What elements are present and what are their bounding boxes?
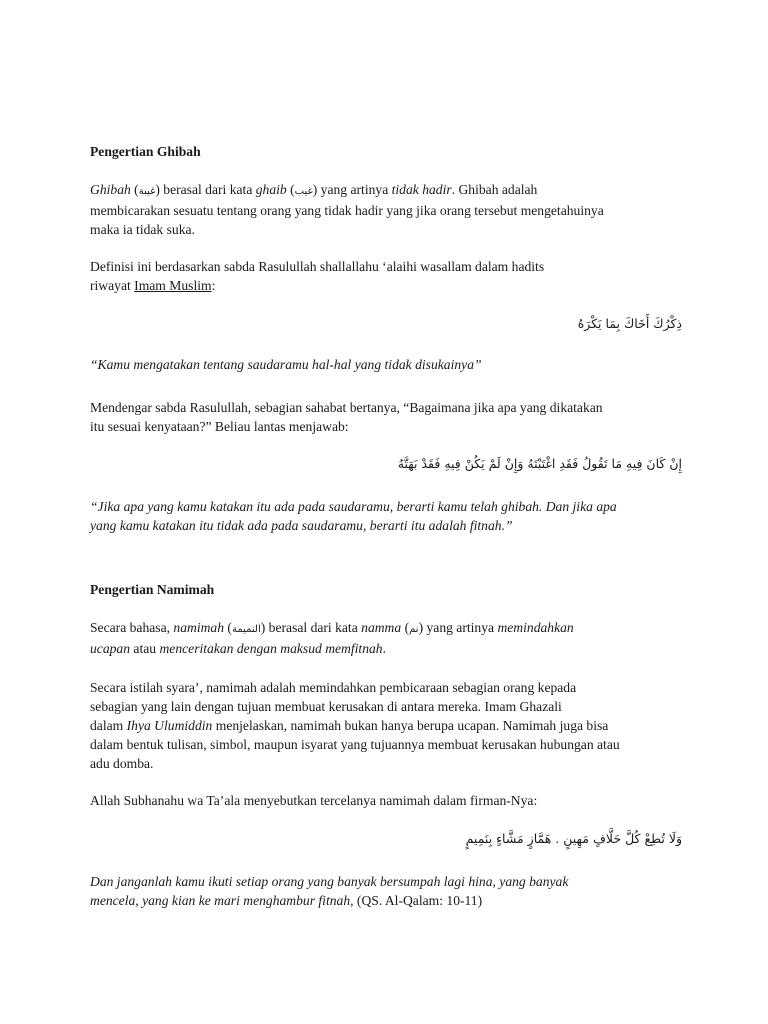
syara-line-5: adu domba.: [90, 756, 154, 771]
hadith-source-line-1: Definisi ini berdasarkan sabda Rasulullah shallallahu ‘alaihi wasallam dalam hadits: [90, 259, 545, 274]
text-span: riwayat: [90, 278, 135, 293]
text-span: dalam: [90, 718, 127, 733]
text-span: :: [211, 278, 216, 293]
quote-quran-verse: [90, 872, 690, 910]
text-span: menjelaskan, namimah bukan hanya berupa ucapan. Namimah juga bisa: [212, 718, 609, 733]
syara-line-2: sebagian yang lain dengan tujuan membuat kerusakan di antara mereka. Imam Ghazali: [90, 699, 562, 714]
quote-hadith-2-line-2: yang kamu katakan itu tidak ada pada saudaramu, berarti itu adalah fitnah.”: [90, 518, 513, 533]
term-memindahkan: memindahkan: [497, 620, 574, 635]
heading-ghibah: Pengertian Ghibah: [90, 144, 201, 159]
term-ghaib: ghaib: [255, 182, 287, 197]
text-span: ) berasal dari kata: [260, 620, 362, 635]
term-tidak-hadir: tidak hadir: [391, 182, 452, 197]
text-span: (: [224, 620, 232, 635]
text-span: ) yang artinya: [312, 182, 392, 197]
quran-citation: (QS. Al-Qalam: 10-11): [353, 893, 483, 908]
quran-quote-line-2: [90, 891, 690, 910]
term-menceritakan: menceritakan dengan maksud memfitnah: [159, 641, 383, 656]
syara-line-1: Secara istilah syara’, namimah adalah memindahkan pembicaraan sebagian orang kepada: [90, 680, 577, 695]
arabic-namimah: النميمة: [231, 624, 261, 635]
syara-line-3: [90, 716, 690, 735]
arabic-ghaib: غيب: [294, 186, 313, 197]
namimah-lang-line-2: [90, 639, 690, 658]
imam-muslim-link[interactable]: Imam Muslim: [134, 278, 212, 293]
namimah-language-paragraph: [90, 618, 690, 658]
sahabat-line-2: itu sesuai kenyataan?” Beliau lantas menjawab:: [90, 419, 349, 434]
quran-quote-line-1: [90, 872, 690, 891]
quote-hadith-1: [90, 355, 690, 374]
arabic-namma: نم: [409, 624, 419, 635]
ghibah-definition-paragraph: [90, 180, 690, 239]
sahabat-line-1: Mendengar sabda Rasulullah, sebagian sahabat bertanya, “Bagaimana jika apa yang dikatakan: [90, 400, 603, 415]
quote-hadith-2-line-1: “Jika apa yang kamu katakan itu ada pada saudaramu, berarti kamu telah ghibah. Dan jika apa: [90, 499, 617, 514]
arabic-ghibah: غيبة: [138, 186, 156, 197]
text-span: .: [382, 641, 387, 656]
quran-quote-line-1-text: Dan janganlah kamu ikuti setiap orang yang banyak bersumpah lagi hina, yang banyak: [90, 874, 569, 889]
text-span: atau: [130, 641, 160, 656]
term-namimah: namimah: [173, 620, 225, 635]
namimah-syara-paragraph: [90, 678, 690, 773]
text-span: Secara bahasa,: [90, 620, 174, 635]
quote-hadith-1-text: “Kamu mengatakan tentang saudaramu hal-hal yang tidak disukainya”: [90, 357, 482, 372]
text-span: ) yang artinya: [418, 620, 498, 635]
syara-line-4: dalam bentuk tulisan, simbol, maupun isyarat yang tujuannya membuat kerusakan hubungan atau: [90, 737, 620, 752]
arabic-hadith-2: إِنْ كَانَ فِيهِ مَا تَقُولُ فَقَدِ اغْتَبْتَهُ وَإِنْ لَمْ يَكُنْ فِيهِ فَقَدْ بَهَتَّهُ: [397, 456, 682, 471]
text-span: . Ghibah adalah: [451, 182, 538, 197]
sahabat-question-paragraph: [90, 398, 690, 436]
text-span: (: [286, 182, 295, 197]
text-span: (: [401, 620, 410, 635]
firman-intro: Allah Subhanahu wa Ta’ala menyebutkan tercelanya namimah dalam firman-Nya:: [90, 793, 538, 808]
text-span: ) berasal dari kata: [155, 182, 256, 197]
arabic-quran-verse: وَلَا تُطِعْ كُلَّ حَلَّافٍ مَهِينٍ . هَمَّازٍ مَشَّاءٍ بِنَمِيمٍ: [465, 831, 682, 846]
book-ihya-ulumiddin: Ihya Ulumiddin: [126, 718, 213, 733]
hadith-source-paragraph: [90, 257, 690, 295]
quote-hadith-2: [90, 497, 690, 535]
ghibah-def-line-3: maka ia tidak suka.: [90, 222, 195, 237]
term-ucapan: ucapan: [90, 641, 131, 656]
text-span: (: [130, 182, 139, 197]
quran-quote-line-2-text: mencela, yang kian ke mari menghambur fitnah,: [90, 893, 354, 908]
hadith-source-line-2: [90, 276, 690, 295]
term-ghibah: Ghibah: [90, 182, 131, 197]
ghibah-def-line-1: [90, 180, 690, 201]
namimah-lang-line-1: [90, 618, 690, 639]
arabic-hadith-1: ذِكْرُكَ أَخَاكَ بِمَا يَكْرَهُ: [577, 316, 682, 331]
heading-namimah: Pengertian Namimah: [90, 582, 215, 597]
ghibah-def-line-2: membicarakan sesuatu tentang orang yang tidak hadir yang jika orang tersebut mengetahuinya: [90, 203, 604, 218]
term-namma: namma: [361, 620, 402, 635]
